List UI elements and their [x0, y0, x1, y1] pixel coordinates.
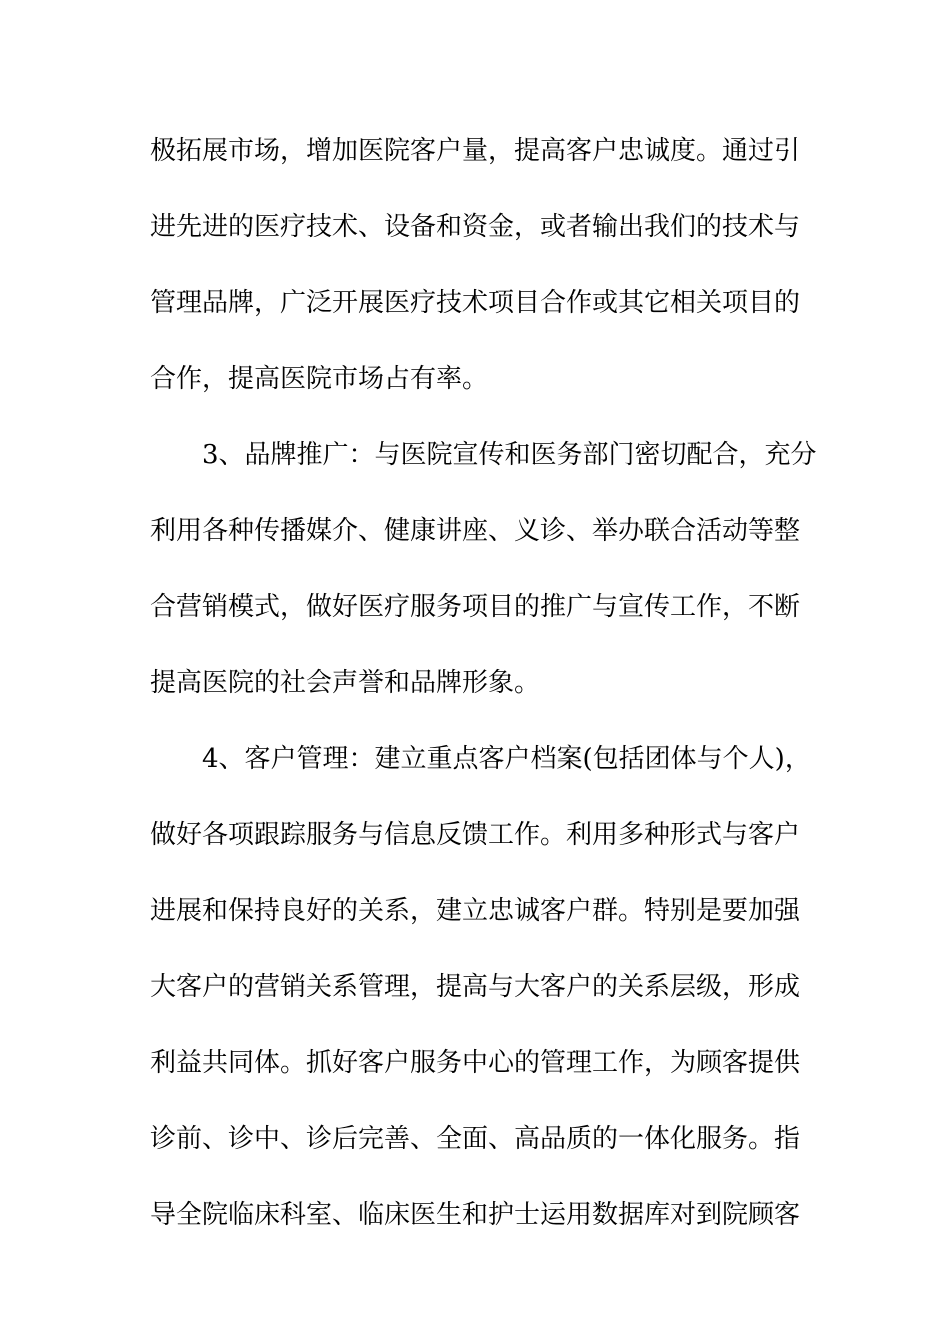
text-line-14: 诊前、诊中、诊后完善、全面、高品质的一体化服务。指 [150, 1124, 801, 1154]
text-line-7: 合营销模式，做好医疗服务项目的推广与宣传工作，不断 [150, 592, 801, 622]
text-line-1: 极拓展市场，增加医院客户量，提高客户忠诚度。通过引 [150, 136, 801, 166]
text-line-5: 3、品牌推广：与医院宣传和医务部门密切配合，充分 [202, 440, 817, 470]
text-line-3: 管理品牌，广泛开展医疗技术项目合作或其它相关项目的 [150, 288, 801, 318]
text-line-13: 利益共同体。抓好客户服务中心的管理工作，为顾客提供 [150, 1048, 801, 1078]
text-line-15: 导全院临床科室、临床医生和护士运用数据库对到院顾客 [150, 1200, 801, 1230]
text-line-10: 做好各项跟踪服务与信息反馈工作。利用多种形式与客户 [150, 820, 801, 850]
text-line-8: 提高医院的社会声誉和品牌形象。 [150, 668, 541, 698]
text-line-9: 4、客户管理：建立重点客户档案(包括团体与个人)， [202, 744, 811, 774]
text-line-6: 利用各种传播媒介、健康讲座、义诊、举办联合活动等整 [150, 516, 801, 546]
text-line-11: 进展和保持良好的关系，建立忠诚客户群。特别是要加强 [150, 896, 801, 926]
text-line-4: 合作，提高医院市场占有率。 [150, 364, 489, 394]
text-line-12: 大客户的营销关系管理，提高与大客户的关系层级，形成 [150, 972, 801, 1002]
text-line-2: 进先进的医疗技术、设备和资金，或者输出我们的技术与 [150, 212, 801, 242]
